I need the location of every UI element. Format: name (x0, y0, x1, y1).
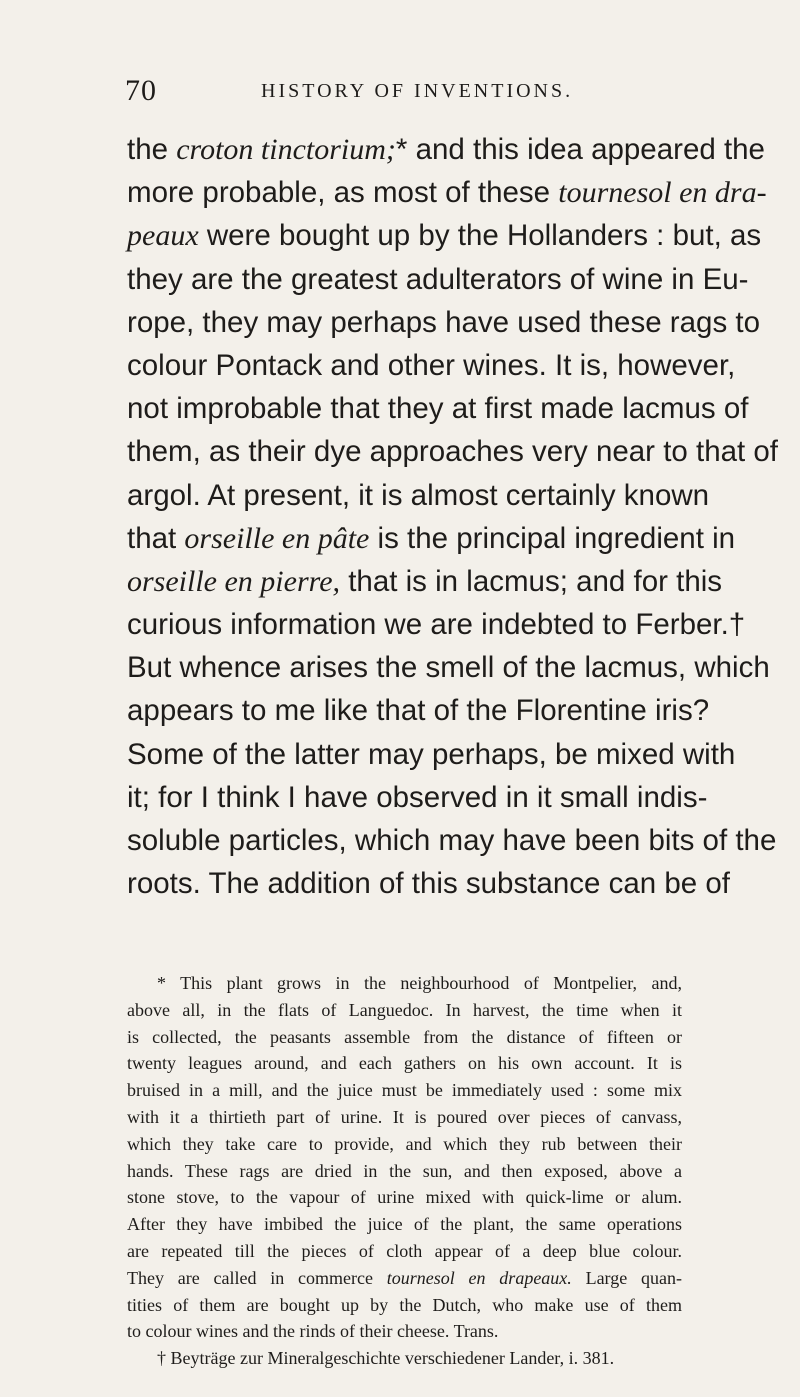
italic-text: tournesol en dra- (558, 176, 767, 210)
italic-text: orseille en pierre, (127, 564, 341, 598)
text-run: with it a thirtieth part of urine. It is poured over pieces of canvass, (127, 1106, 682, 1127)
footnote-line (127, 1104, 682, 1131)
text-run: above all, in the flats of Languedoc. In harvest, the time when it (127, 999, 682, 1020)
text-line (127, 862, 730, 905)
text-run: appears to me like that of the Florentine iris? (127, 694, 710, 728)
text-run: are repeated till the pieces of cloth appear of a deep blue colour. (127, 1240, 682, 1261)
text-line (127, 214, 762, 257)
text-run: it; for I think I have observed in it small indis- (127, 780, 708, 814)
text-line (127, 258, 749, 301)
italic-text: peaux (127, 219, 199, 253)
text-line (127, 430, 779, 473)
text-line (127, 603, 746, 646)
text-run: the (127, 133, 177, 166)
footnote-line (127, 970, 682, 997)
running-head (125, 74, 670, 114)
text-line (127, 733, 736, 776)
text-line (127, 689, 710, 732)
text-line (127, 474, 710, 517)
footnote-line (127, 1131, 682, 1158)
text-run: hands. These rags are dried in the sun, and then exposed, above a (127, 1160, 682, 1181)
text-line (127, 171, 767, 214)
text-line (127, 387, 749, 430)
text-line (127, 776, 708, 819)
text-run: not improbable that they at first made lacmus of (127, 392, 749, 426)
text-run: * This plant grows in the neighbourhood of Montpelier, and, (157, 973, 682, 993)
text-run: that (127, 521, 185, 555)
text-run: † Beyträge zur Mineralgeschichte verschiedener Lander, i. 381. (157, 1348, 615, 1369)
text-run: bruised in a mill, and the juice must be immediately used : some mix (127, 1080, 682, 1101)
footnote-line (127, 1024, 682, 1051)
text-run: colour Pontack and other wines. It is, however, (127, 348, 736, 382)
text-run: which they take care to provide, and which they rub between their (127, 1133, 682, 1154)
text-run: soluble particles, which may have been bits of the (127, 824, 777, 857)
italic-text: tournesol en drapeaux. (386, 1267, 572, 1288)
text-run: more probable, as most of these (127, 176, 559, 210)
body-text (127, 128, 779, 905)
text-run: that is in lacmus; and for this (340, 564, 723, 598)
text-run: After they have imbibed the juice of the plant, the same operations (127, 1214, 682, 1235)
text-line (127, 560, 723, 603)
text-line (127, 301, 760, 344)
text-run: Large quan- (571, 1267, 682, 1288)
text-run: they are the greatest adulterators of wine in Eu- (127, 262, 749, 296)
text-run: them, as their dye approaches very near to that of (127, 435, 779, 469)
text-run: * and this idea appeared the (395, 133, 765, 166)
footnote-line (127, 1050, 682, 1077)
text-run: to colour wines and the rinds of their cheese. Trans. (127, 1321, 499, 1342)
text-run: rope, they may perhaps have used these rags to (127, 305, 760, 339)
footnote-line (127, 1238, 682, 1265)
text-run: Some of the latter may perhaps, be mixed with (127, 737, 736, 771)
text-line (127, 128, 765, 171)
footnote-line (127, 1158, 682, 1185)
text-run: argol. At present, it is almost certainly known (127, 478, 710, 512)
page-number: 70 (125, 74, 157, 107)
footnote-line (127, 1318, 682, 1345)
text-run: twenty leagues around, and each gathers on his own account. It is (127, 1053, 682, 1074)
text-line (127, 344, 736, 387)
text-run: roots. The addition of this substance can be of (127, 867, 730, 901)
footnote-line (127, 997, 682, 1024)
text-run: curious information we are indebted to Ferber.† (127, 608, 746, 642)
text-run: stone stove, to the vapour of urine mixed with quick-lime or alum. (127, 1187, 682, 1208)
text-line (127, 646, 770, 689)
text-run: is the principal ingredient in (369, 521, 736, 555)
text-run: is collected, the peasants assemble from the distance of fifteen or (127, 1026, 682, 1047)
italic-text: orseille en pâte (184, 521, 370, 555)
footnote-line (127, 1211, 682, 1238)
text-line (127, 819, 777, 862)
footnote-line (127, 1184, 682, 1211)
footnote-line (127, 1292, 682, 1319)
footnote-line (127, 1265, 682, 1292)
text-line (127, 517, 736, 560)
page-header-title: HISTORY OF INVENTIONS. (261, 80, 574, 102)
footnote-line (127, 1077, 682, 1104)
text-run: tities of them are bought up by the Dutch, who make use of them (127, 1294, 682, 1315)
footnotes (127, 970, 682, 1372)
text-run: But whence arises the smell of the lacmus, which (127, 651, 770, 685)
text-run: were bought up by the Hollanders : but, as (198, 219, 762, 253)
italic-text: croton tinctorium; (176, 133, 396, 166)
footnote-line (127, 1345, 682, 1372)
text-run: They are called in commerce (127, 1267, 387, 1288)
